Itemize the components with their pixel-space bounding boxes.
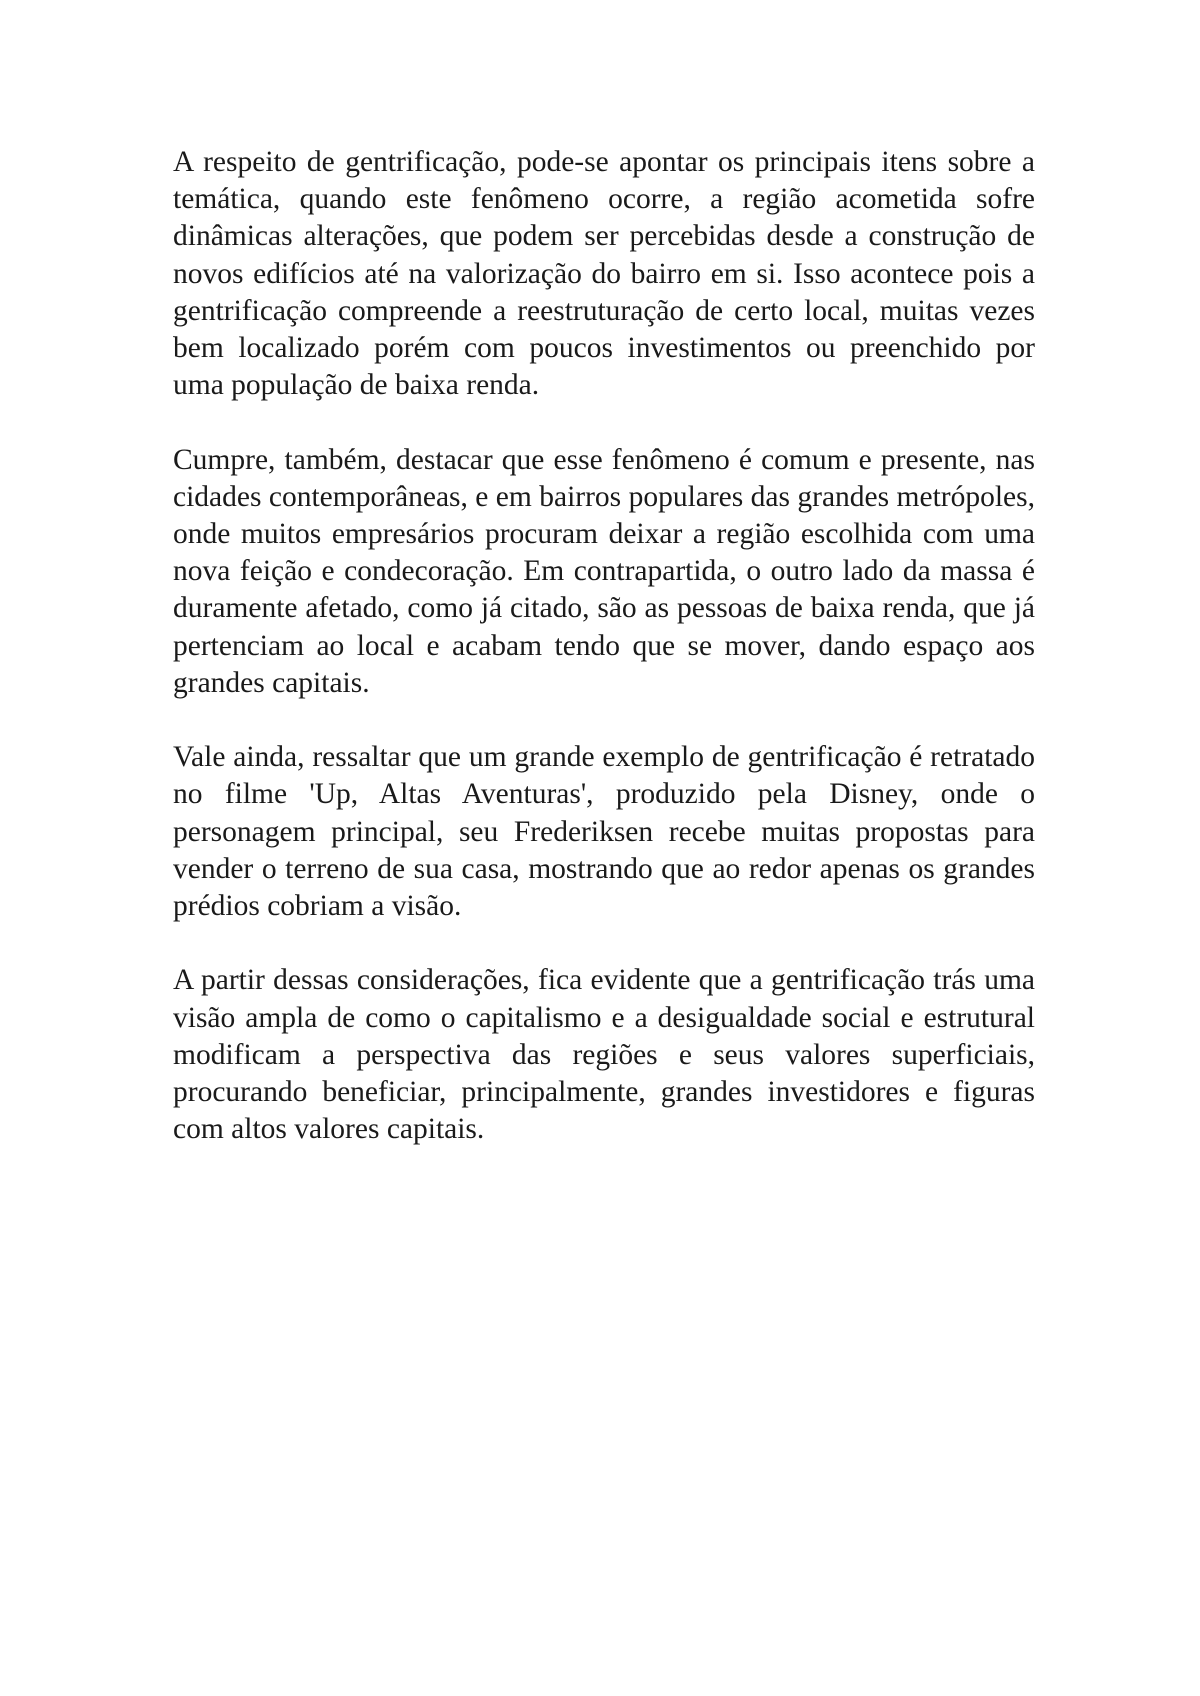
paragraph-1: A respeito de gentrificação, pode-se apontar os principais itens sobre a temática, quando este fenômeno ocorre, a região acometida sofre dinâmicas alterações, que podem ser percebidas desde a construção de novos edifícios até na valorização do bairro em si. Isso acontece pois a gentrificação compreende a reestruturação de certo local, muitas vezes bem localizado porém com poucos investimentos ou preenchido por uma população de baixa renda. [173, 146, 1035, 402]
paragraph-4: A partir dessas considerações, fica evidente que a gentrificação trás uma visão ampla de como o capitalismo e a desigualdade social e estrutural modificam a perspectiva das regiões e seus valores superficiais, procurando beneficiar, principalmente, grandes investidores e figuras com altos valores capitais. [173, 964, 1035, 1146]
paragraph-2: Cumpre, também, destacar que esse fenômeno é comum e presente, nas cidades contemporâneas, e em bairros populares das grandes metrópoles, onde muitos empresários procuram deixar a região escolhida com uma nova feição e condecoração. Em contrapartida, o outro lado da massa é duramente afetado, como já citado, são as pessoas de baixa renda, que já pertenciam ao local e acabam tendo que se mover, dando espaço aos grandes capitais. [173, 443, 1035, 699]
paragraph-3: Vale ainda, ressaltar que um grande exemplo de gentrificação é retratado no filme 'Up, Altas Aventuras', produzido pela Disney, onde o personagem principal, seu Frederiksen recebe muitas propostas para vender o terreno de sua casa, mostrando que ao redor apenas os grandes prédios cobriam a visão. [173, 741, 1035, 923]
document-body [173, 144, 1035, 1148]
